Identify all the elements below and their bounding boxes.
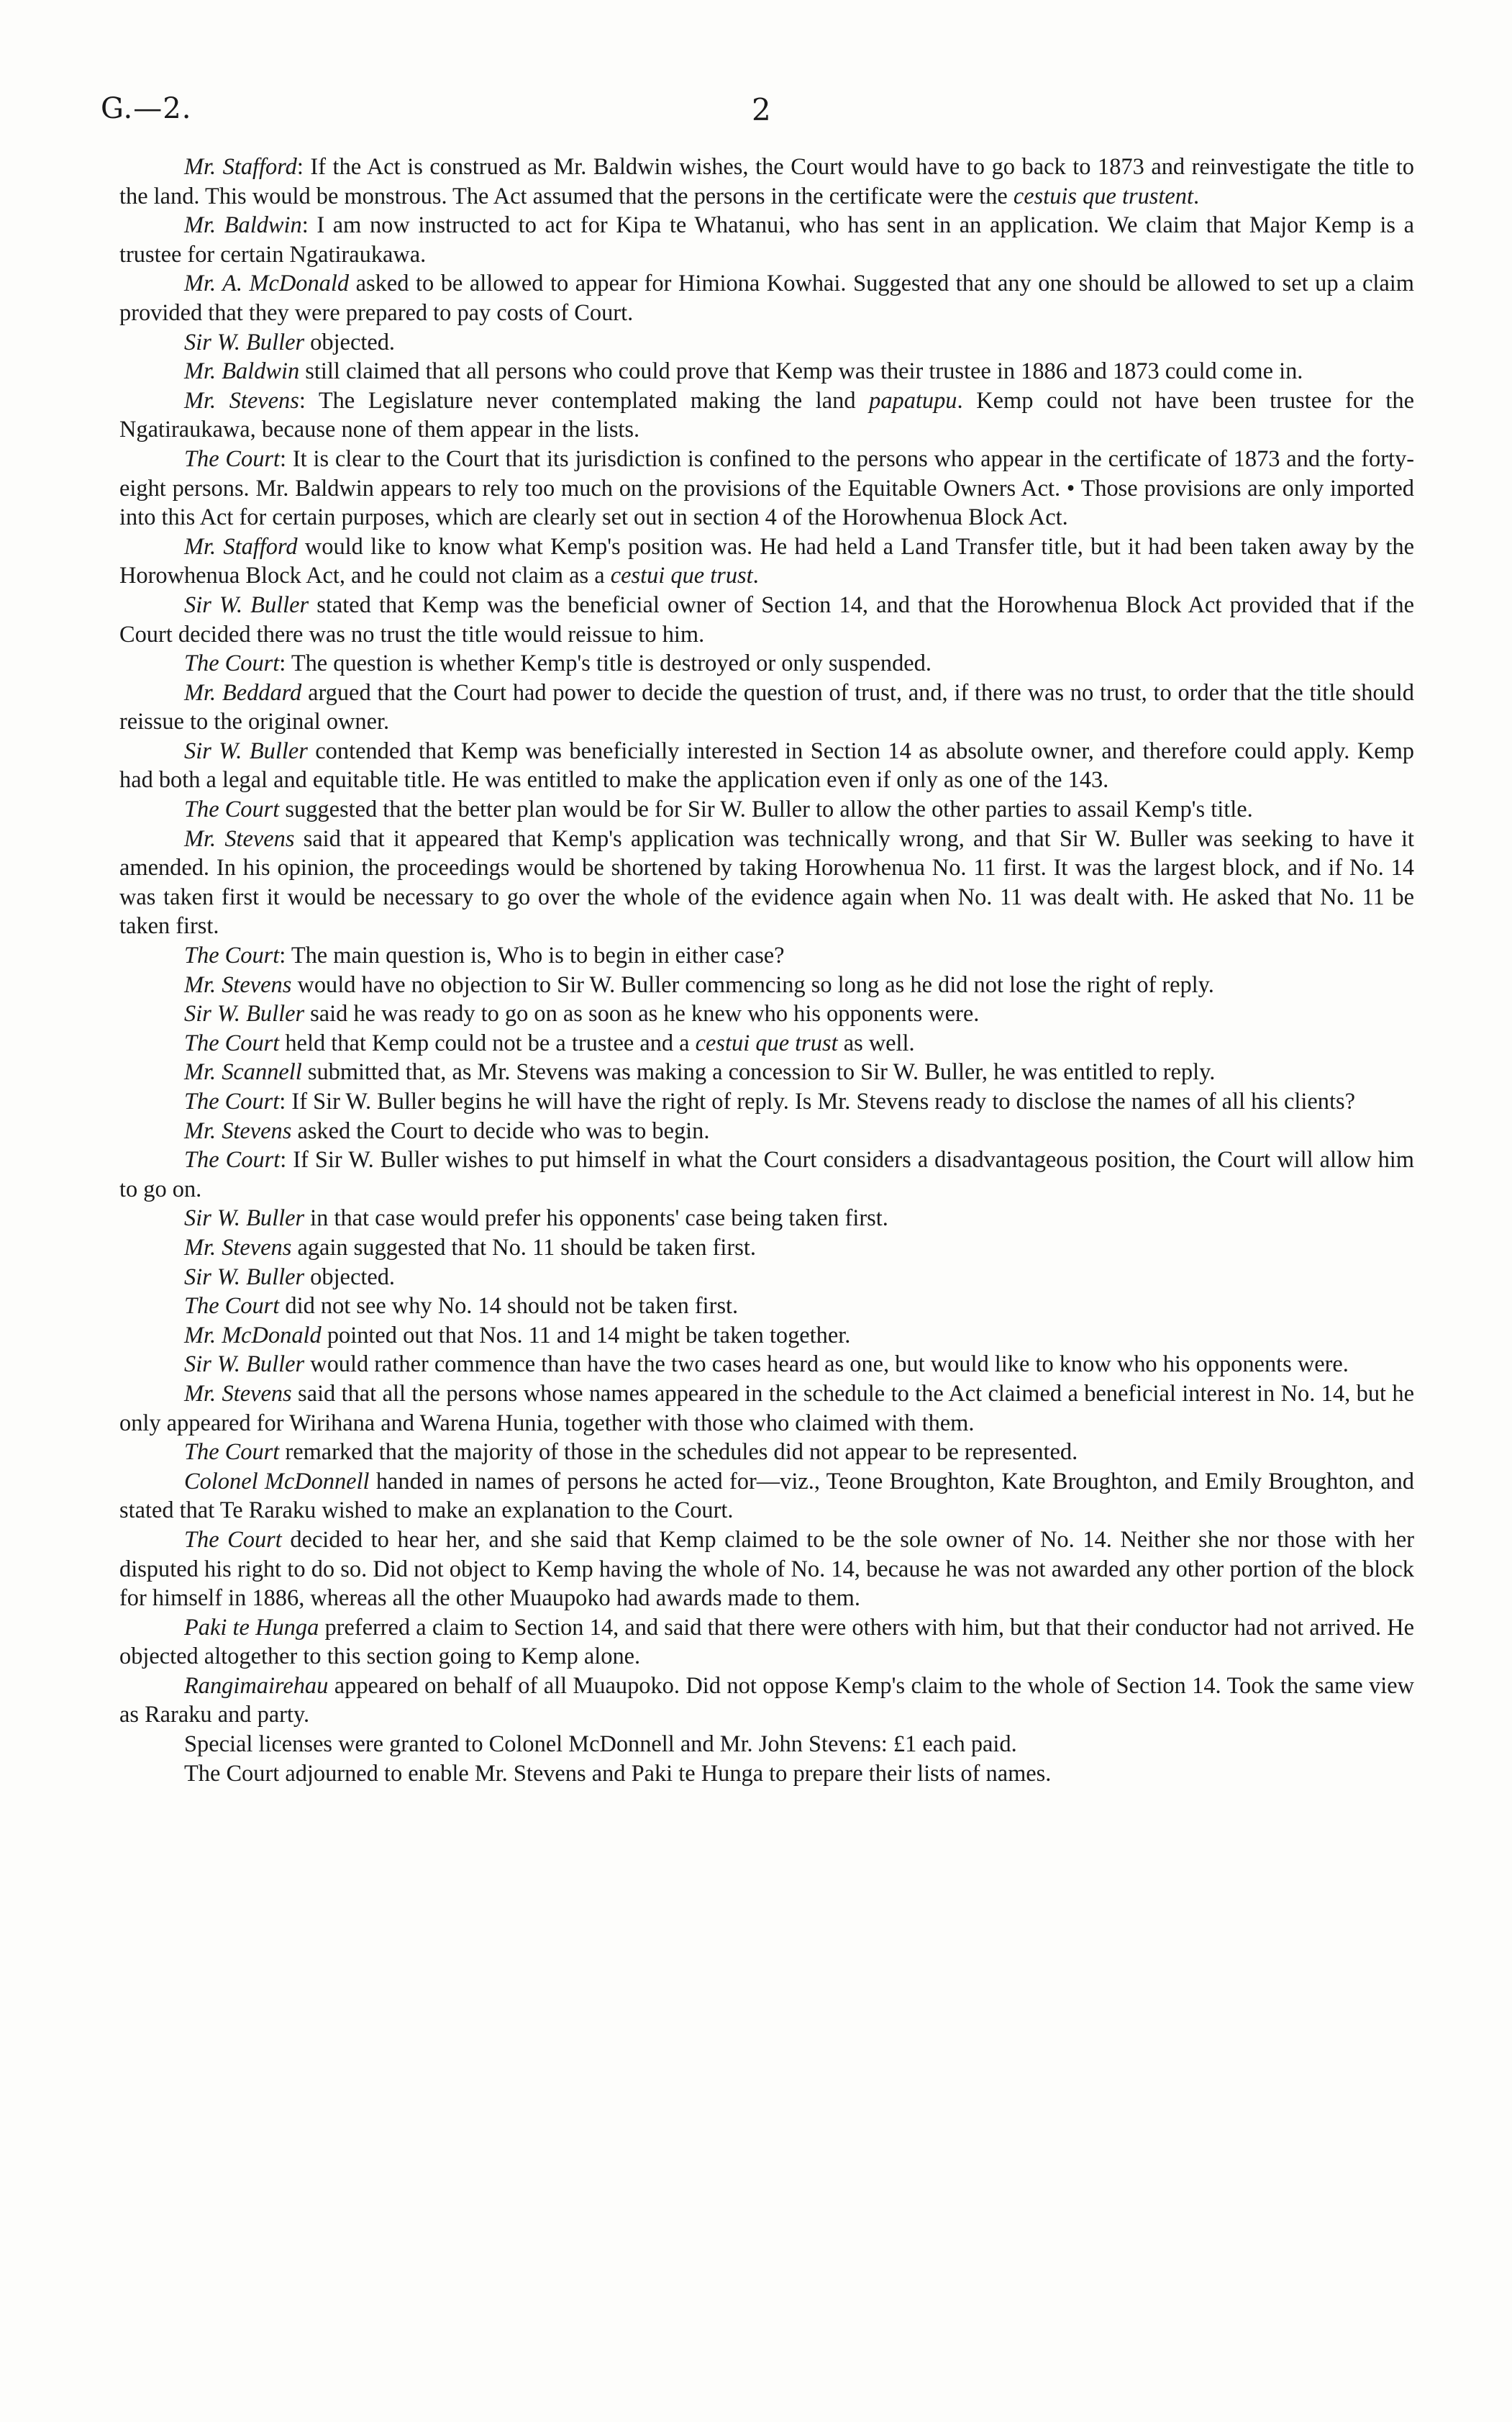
- paragraph-text: objected.: [310, 1264, 395, 1290]
- paragraph-text: contended that Kemp was beneficially interested in Section 14 as absolute owner, and therefore could apply. Kemp had both a legal and equitable title. He was entitled to make the application even if only as one of the 143.: [119, 738, 1414, 794]
- paragraph: [119, 1058, 1414, 1087]
- paragraph-text: held that Kemp could not be a trustee and a: [285, 1030, 696, 1056]
- paragraph-text: preferred a claim to Section 14, and said that there were others with him, but that their conductor had not arrived. He objected altogether to this section going to Kemp alone.: [119, 1614, 1414, 1670]
- paragraph: [119, 1438, 1414, 1467]
- paragraph: [119, 1292, 1414, 1321]
- speaker-name: The Court: [184, 1089, 280, 1115]
- speaker-separator: [294, 826, 303, 852]
- speaker-separator: :: [296, 154, 311, 180]
- speaker-name: The Court: [184, 1439, 280, 1466]
- speaker-name: Sir W. Buller: [184, 591, 309, 618]
- paragraph-text: decided to hear her, and she said that Kemp claimed to be the sole owner of No. 14. Neither she nor those with her disputed his right to do so. Did not object to Kemp having the whole of No. 14, because he was not awarded any other portion of the block for himself in 1886, whereas all the other Muaupoko had awards made to them.: [119, 1526, 1414, 1612]
- paragraph: [119, 1087, 1414, 1117]
- speaker-name: Sir W. Buller: [184, 1205, 305, 1232]
- speaker-name: The Court: [184, 1030, 280, 1056]
- paragraph-text: submitted that, as Mr. Stevens was making a concession to Sir W. Buller, he was entitled to reply.: [307, 1059, 1216, 1086]
- paragraph-text: remarked that the majority of those in the schedules did not appear to be represented.: [285, 1439, 1078, 1466]
- paragraph: [119, 1263, 1414, 1292]
- speaker-name: The Court: [184, 797, 280, 823]
- paragraph: [119, 328, 1414, 358]
- paragraph-text: I am now instructed to act for Kipa te Whatanui, who has sent in an application. We claim that Major Kemp is a trustee for certain Ngatiraukawa.: [119, 212, 1414, 268]
- speaker-separator: [304, 1001, 310, 1027]
- paragraph-text-end: .: [1193, 183, 1200, 209]
- paragraph-text-end: .: [752, 563, 759, 589]
- paragraph: [119, 1029, 1414, 1058]
- paragraph: [119, 999, 1414, 1029]
- paragraph-text: would have no objection to Sir W. Buller commencing so long as he did not lose the right of reply.: [297, 971, 1214, 998]
- speaker-separator: [304, 1351, 310, 1377]
- paragraph-text: would like to know what Kemp's position was. He had held a Land Transfer title, but it had been taken away by the Horowhenua Block Act, and he could not claim as a: [119, 533, 1415, 589]
- paragraph-text: said that it appeared that Kemp's application was technically wrong, and that Sir W. Buller was seeking to have it amended. In his opinion, the proceedings would be shortened by taking Horowhenua No. 11 first. It was the largest block, and if No. 14 was taken first it would be necessary to go over the whole of the evidence again when No. 11 was dealt with. He asked that No. 11 be taken first.: [119, 825, 1414, 940]
- speaker-separator: [304, 1205, 310, 1231]
- speaker-name: Mr. Beddard: [184, 679, 302, 706]
- page-number: 2: [752, 92, 771, 127]
- speaker-separator: :: [279, 943, 291, 969]
- document-body: [119, 153, 1414, 1788]
- paragraph: [119, 1525, 1414, 1613]
- paragraph: [119, 532, 1414, 591]
- speaker-separator: [298, 534, 305, 560]
- paragraph-text: again suggested that No. 11 should be taken first.: [297, 1234, 756, 1261]
- italic-term: cestuis que trustent: [1013, 183, 1193, 209]
- paragraph-text: The question is whether Kemp's title is destroyed or only suspended.: [291, 650, 932, 677]
- paragraph-text: appeared on behalf of all Muaupoko. Did not oppose Kemp's claim to the whole of Section 14. Took the same view as Raraku and party.: [119, 1672, 1414, 1728]
- speaker-name: Colonel McDonnell: [184, 1468, 370, 1495]
- speaker-separator: :: [279, 1089, 292, 1115]
- paragraph-text: argued that the Court had power to decide the question of trust, and, if there was no trust, to order that the title should reissue to the original owner.: [119, 679, 1414, 735]
- paragraph: [119, 1379, 1414, 1438]
- paragraph: [119, 737, 1414, 795]
- speaker-name: Mr. Baldwin: [184, 358, 300, 385]
- paragraph: [119, 1730, 1414, 1759]
- speaker-separator: :: [280, 445, 293, 472]
- speaker-name: Sir W. Buller: [184, 738, 308, 764]
- speaker-name: The Court: [184, 445, 281, 472]
- speaker-name: Mr. Scannell: [184, 1059, 302, 1086]
- speaker-name: The Court: [184, 650, 280, 677]
- paragraph-text: said that all the persons whose names appeared in the schedule to the Act claimed a beneficial interest in No. 14, but he only appeared for Wirihana and Warena Hunia, together with those who claimed with them.: [119, 1380, 1414, 1436]
- paragraph: [119, 1146, 1414, 1204]
- paragraph-text: It is clear to the Court that its jurisdiction is confined to the persons who appear in the certificate of 1873 and the forty-eight persons. Mr. Baldwin appears to rely too much on the provisions of the Equitable Owners Act. • Those provisions are only imported into this Act for certain purposes, which are clearly set out in section 4 of the Horowhenua Block Act.: [119, 445, 1414, 531]
- paragraph: [119, 211, 1414, 269]
- page-header: [101, 92, 1417, 135]
- speaker-separator: [301, 680, 308, 706]
- italic-term: papatupu: [869, 387, 957, 414]
- paragraph-text: The main question is, Who is to begin in either case?: [291, 943, 785, 969]
- speaker-name: Mr. Stafford: [184, 533, 298, 560]
- paragraph-text: Special licenses were granted to Colonel McDonnell and Mr. John Stevens: £1 each paid.: [184, 1731, 1017, 1758]
- speaker-separator: [328, 1673, 334, 1699]
- speaker-separator: [322, 1323, 327, 1348]
- speaker-name: Mr. A. McDonald: [184, 271, 350, 297]
- paragraph: [119, 1204, 1414, 1233]
- paragraph-text: objected.: [310, 329, 395, 355]
- paragraph: [119, 1672, 1414, 1730]
- paragraph: [119, 1233, 1414, 1263]
- paragraph: [119, 679, 1414, 737]
- speaker-name: The Court: [184, 1526, 282, 1553]
- speaker-separator: [282, 1527, 291, 1553]
- speaker-name: Mr. Stevens: [184, 1234, 292, 1261]
- speaker-separator: :: [280, 1147, 293, 1174]
- speaker-separator: [292, 1381, 298, 1407]
- speaker-name: Mr. McDonald: [184, 1322, 322, 1348]
- paragraph: [119, 1321, 1414, 1351]
- paragraph: [119, 1759, 1414, 1789]
- speaker-separator: :: [301, 212, 317, 239]
- speaker-name: Mr. Stevens: [184, 387, 299, 414]
- speaker-name: Sir W. Buller: [184, 1264, 305, 1290]
- speaker-name: Paki te Hunga: [184, 1614, 319, 1641]
- speaker-name: Mr. Stafford: [184, 154, 297, 180]
- speaker-name: Mr. Stevens: [184, 825, 295, 852]
- speaker-name: The Court: [184, 1293, 280, 1320]
- italic-term: cestui que trust: [610, 563, 753, 589]
- speaker-separator: [304, 1264, 310, 1290]
- paragraph-text: suggested that the better plan would be for Sir W. Buller to allow the other parties to assail Kemp's title.: [285, 797, 1253, 823]
- speaker-separator: :: [299, 387, 319, 414]
- paragraph-text: If Sir W. Buller wishes to put himself in what the Court considers a disadvantageous position, the Court will allow him to go on.: [119, 1147, 1414, 1202]
- speaker-separator: [309, 592, 316, 618]
- paragraph: [119, 591, 1414, 649]
- paragraph-text: handed in names of persons he acted for—viz., Teone Broughton, Kate Broughton, and Emily Broughton, and stated that Te Raraku wished to make an explanation to the Court.: [119, 1468, 1414, 1524]
- paragraph: [119, 445, 1414, 532]
- speaker-name: Sir W. Buller: [184, 329, 305, 355]
- speaker-name: Mr. Baldwin: [184, 212, 302, 239]
- document-code: G.—2.: [101, 92, 192, 125]
- paragraph-text-end: as well.: [837, 1030, 915, 1056]
- speaker-name: Mr. Stevens: [184, 1117, 292, 1144]
- paragraph: [119, 153, 1414, 211]
- paragraph-text: said he was ready to go on as soon as he knew who his opponents were.: [310, 1001, 980, 1028]
- paragraph-text: asked to be allowed to appear for Himiona Kowhai. Suggested that any one should be allowed to set up a claim provided that they were prepared to pay costs of Court.: [119, 271, 1414, 326]
- speaker-name: Mr. Stevens: [184, 971, 292, 998]
- speaker-separator: [370, 1469, 376, 1495]
- speaker-name: The Court: [184, 943, 280, 969]
- speaker-separator: :: [279, 650, 291, 677]
- speaker-name: Rangimairehau: [184, 1672, 329, 1699]
- paragraph-text: did not see why No. 14 should not be taken first.: [285, 1293, 739, 1320]
- paragraph: [119, 825, 1414, 941]
- paragraph: [119, 1117, 1414, 1146]
- paragraph: [119, 1467, 1414, 1525]
- paragraph-text: stated that Kemp was the beneficial owner of Section 14, and that the Horowhenua Block Act provided that if the Court decided there was no trust the title would reissue to him.: [119, 591, 1414, 648]
- speaker-separator: [304, 330, 310, 355]
- paragraph-text: asked the Court to decide who was to begin.: [297, 1117, 710, 1144]
- paragraph: [119, 1350, 1414, 1379]
- paragraph: [119, 386, 1414, 445]
- paragraph-text: in that case would prefer his opponents' case being taken first.: [310, 1205, 888, 1232]
- speaker-name: Mr. Stevens: [184, 1380, 292, 1407]
- paragraph-text: The Court adjourned to enable Mr. Stevens and Paki te Hunga to prepare their lists of names.: [184, 1760, 1052, 1787]
- paragraph: [119, 941, 1414, 971]
- speaker-separator: [349, 271, 356, 296]
- paragraph: [119, 795, 1414, 825]
- paragraph: [119, 649, 1414, 679]
- paragraph-text-end: . Kemp could not have been trustee for the Ngatiraukawa, because none of them appear in the lists.: [119, 387, 1415, 443]
- paragraph: [119, 357, 1414, 386]
- paragraph-text: The Legislature never contemplated making the land: [318, 387, 870, 414]
- speaker-separator: [308, 738, 315, 764]
- speaker-name: Sir W. Buller: [184, 1351, 305, 1378]
- paragraph-text: If the Act is construed as Mr. Baldwin wishes, the Court would have to go back to 1873 and reinvestigate the title to the land. This would be monstrous. The Act assumed that the persons in the certificate were the: [119, 154, 1414, 209]
- italic-term: cestui que trust: [695, 1030, 838, 1056]
- paragraph: [119, 269, 1414, 327]
- speaker-separator: [302, 1059, 308, 1085]
- speaker-name: Sir W. Buller: [184, 1001, 305, 1028]
- speaker-name: The Court: [184, 1147, 281, 1174]
- paragraph-text: If Sir W. Buller begins he will have the right of reply. Is Mr. Stevens ready to disclose the names of all his clients?: [291, 1089, 1355, 1115]
- paragraph-text: pointed out that Nos. 11 and 14 might be taken together.: [327, 1322, 851, 1348]
- paragraph-text: would rather commence than have the two cases heard as one, but would like to know who his opponents were.: [310, 1351, 1349, 1378]
- paragraph: [119, 1613, 1414, 1672]
- paragraph-text: still claimed that all persons who could prove that Kemp was their trustee in 1886 and 1873 could come in.: [305, 358, 1303, 385]
- paragraph: [119, 971, 1414, 1000]
